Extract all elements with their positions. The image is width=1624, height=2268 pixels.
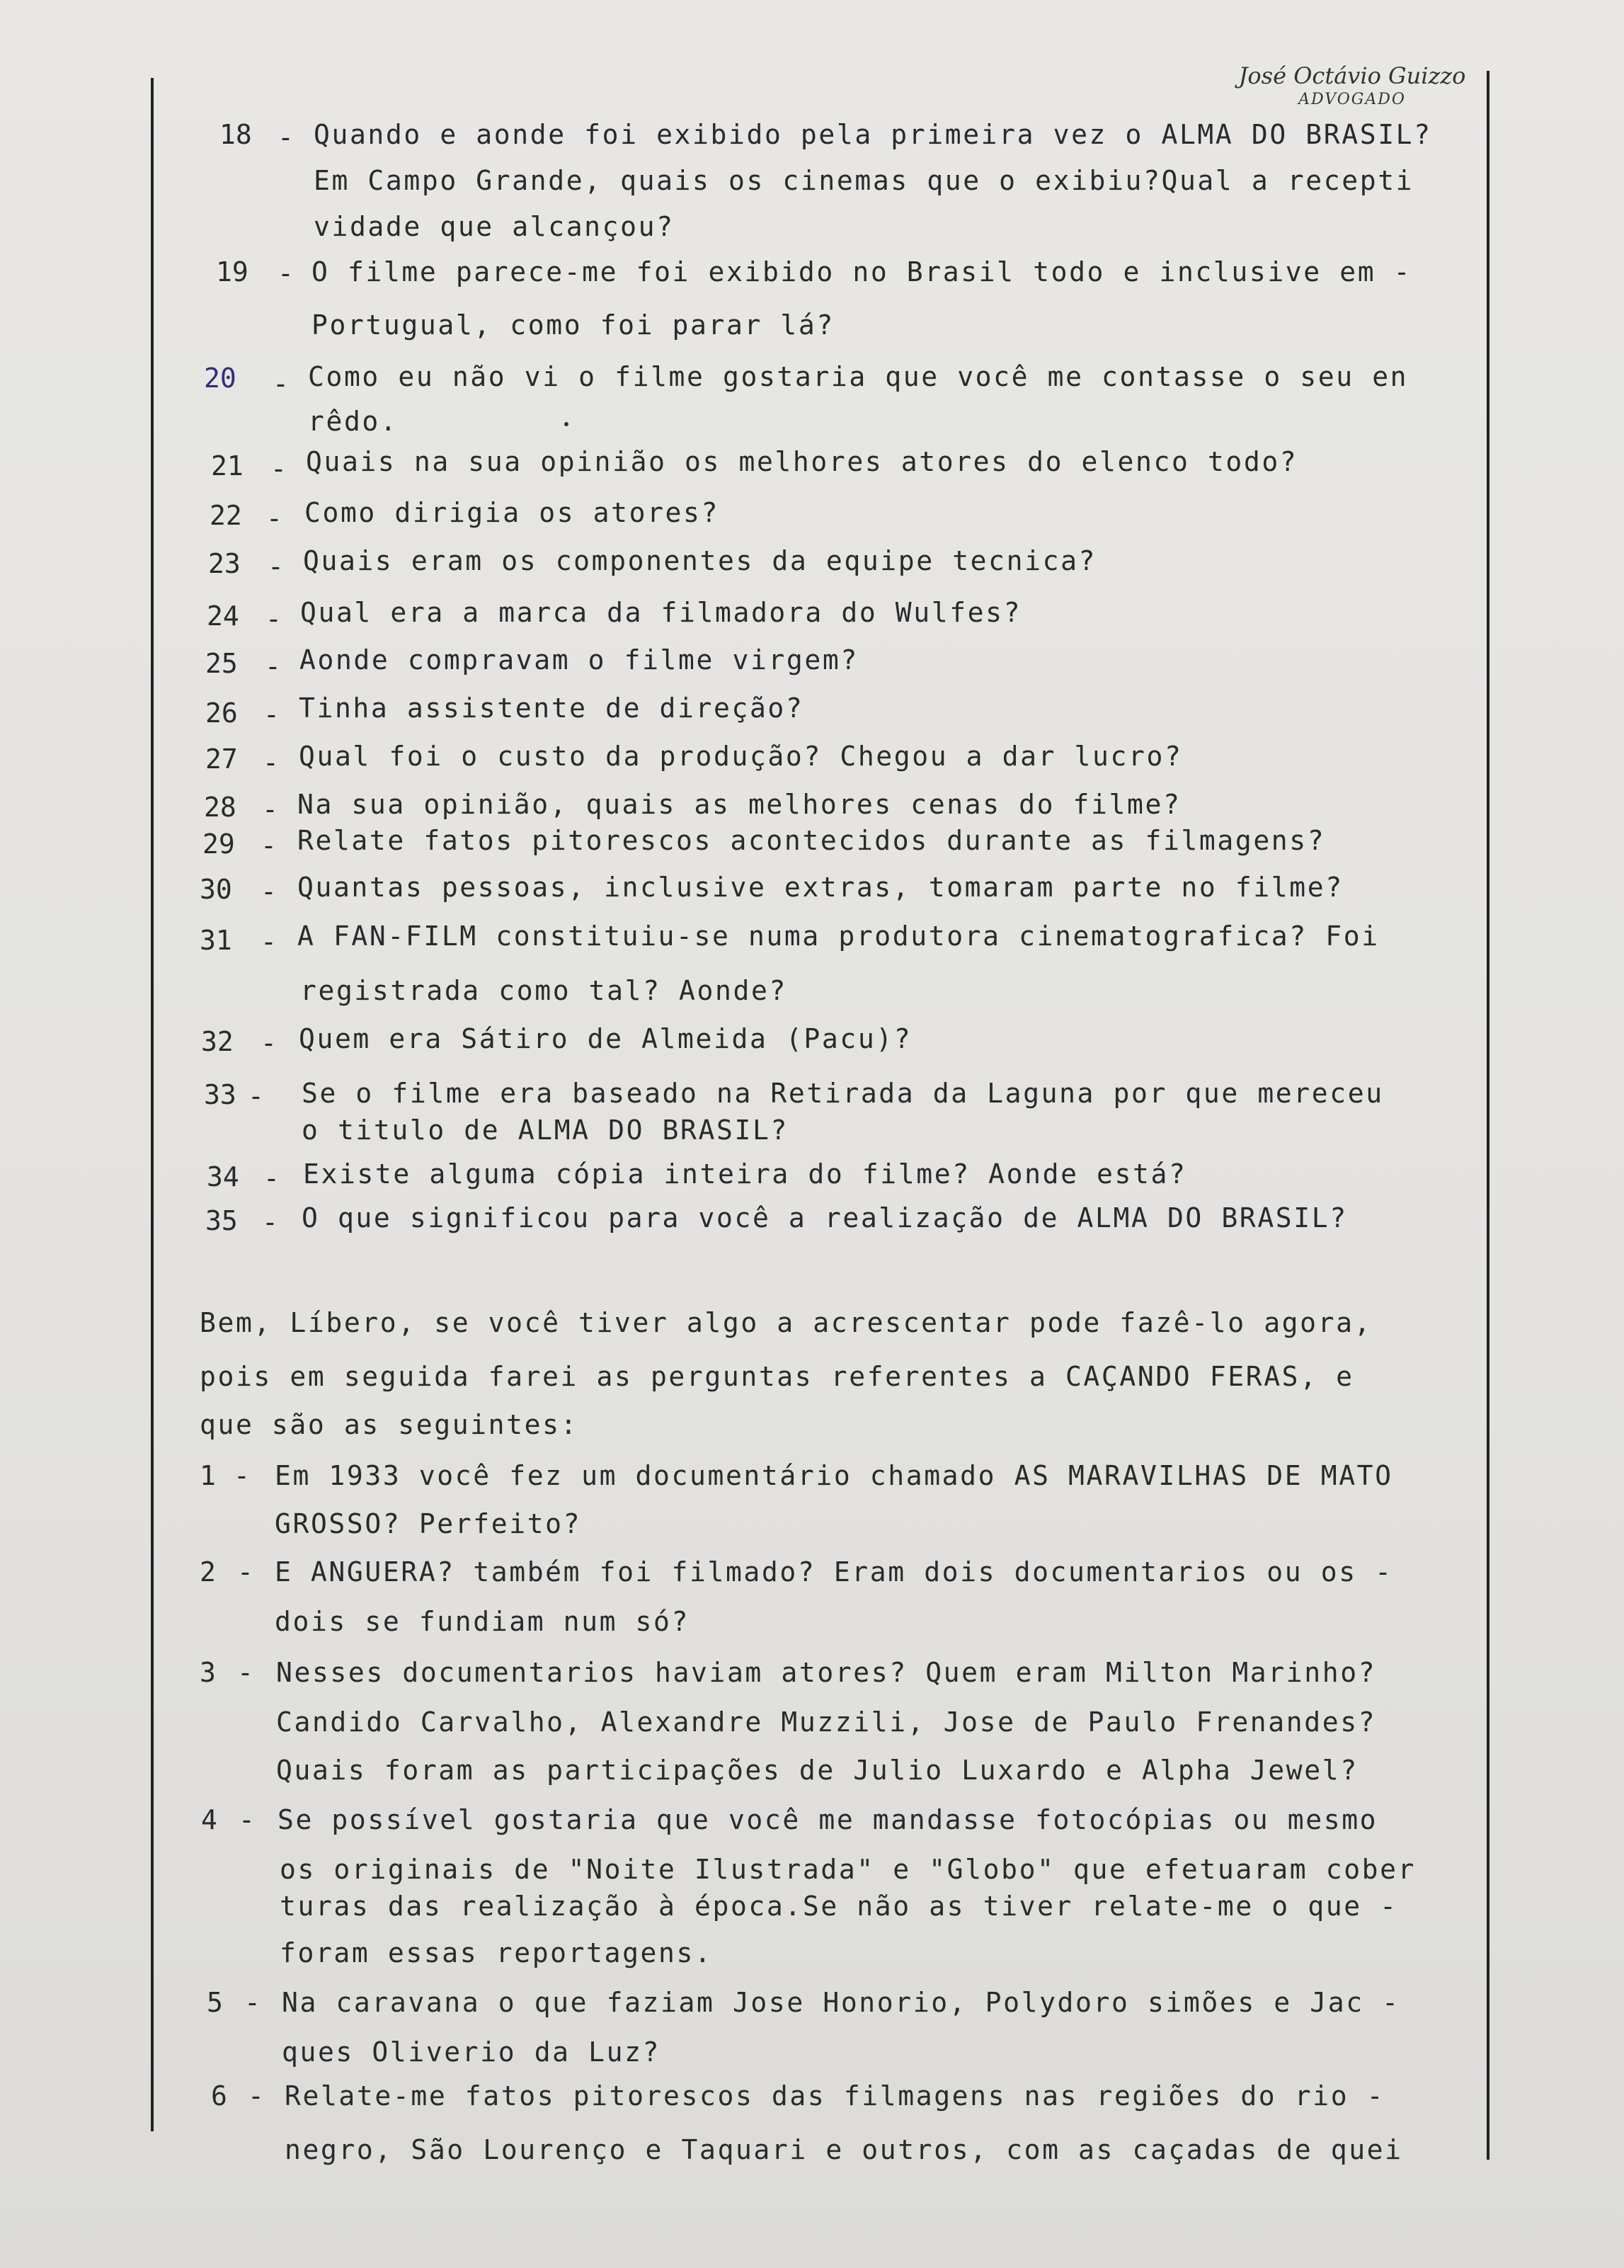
question-line: turas das realização à época.Se não as tiver relate-me o que - — [280, 1891, 1398, 1922]
question-number: 21 — [211, 450, 244, 481]
question-line: vidade que alcançou? — [314, 211, 675, 242]
question-number: 34 — [207, 1161, 239, 1192]
question-line: Portugual, como foi parar lá? — [311, 309, 835, 341]
question-line: Candido Carvalho, Alexandre Muzzili, Jose de Paulo Frenandes? — [276, 1706, 1377, 1738]
letterhead-name: José Octávio Guizzo — [1238, 62, 1466, 89]
document-page: José Octávio Guizzo ADVOGADO 18 - Quando e aonde foi exibido pela primeira vez o ALMA DO BRASIL? Em Campo Grande, quais os cinemas que o exibiu?Qual a recepti vidade que alcançou? 19 - O filme parece-me foi exibido no Brasil todo e inclusive em - Portugual, como foi parar lá? 20 - Como eu não vi o filme gostaria que você me contasse o seu en rêdo. 21 - Quais na sua opinião os melhores atores do elenco todo? 22 - Como dirigia os atores? 23 - Quais eram os componentes da equipe tecnica? 24 - Qual era a marca da filmadora do Wulfes? 25 - Aonde compravam o filme virgem? 26 - Tinha assistente de direção? 27 - Qual foi o custo da produção? Chegou a dar lucro? 28 - Na sua opinião, quais as melhores cenas do filme? 29 - Relate fatos pitorescos acontecidos durante as filmagens? 30 - Quantas pessoas, inclusive extras, tomaram parte no filme? 31 - A FAN-FILM constituiu-se numa produtora cinematografica? Foi registrada como tal? Aonde? 32 - Quem era Sátiro de Almeida (Pacu)? 33 - Se o filme era baseado na Retirada da Laguna por que mereceu o titulo de ALMA DO BRASIL? 34 - Existe alguma cópia inteira do filme? Aonde está? 35 - O que significou para você a realização de ALMA DO BRASIL? Bem, Líbero, se você tiver algo a acrescentar pode fazê-lo agora, pois em seguida farei as perguntas referentes a CAÇANDO FERAS, e que são as seguintes: 1 - Em 1933 você fez um documentário chamado AS MARAVILHAS DE MATO GROSSO? Perfeito? 2 - E ANGUERA? também foi filmado? Eram dois documentarios ou os - dois se fundiam num só? 3 - Nesses documentarios haviam atores? Quem eram Milton Marinho? Candido Carvalho, Alexandre Muzzili, Jose de Paulo Frenandes? Quais foram as participações de Julio Luxardo e Alpha Jewel? 4 - Se possível gostaria que você me mandasse fotocópias ou mesmo os originais de "Noite Ilustrada" e "Globo" que efetuaram cober turas das realização à época.Se não as tiver relate-me o que - foram essas reportagens. 5 - Na caravana o que faziam Jose Honorio, Polydoro simões e Jac - ques Oliverio da Luz? 6 - Relate-me fatos pitorescos das filmagens nas regiões do rio - negro, São Lourenço e Taquari e outros, com as caçadas de quei — [0, 0, 1624, 2268]
question-number: 31 — [200, 925, 232, 956]
question-number: 35 — [205, 1205, 238, 1236]
question-line: o titulo de ALMA DO BRASIL? — [302, 1115, 789, 1146]
question-number: 24 — [207, 600, 239, 632]
question-number: 19 — [216, 256, 248, 287]
question-line: Qual foi o custo da produção? Chegou a dar lucro? — [299, 741, 1183, 772]
question-line: O que significou para você a realização de ALMA DO BRASIL? — [302, 1202, 1348, 1233]
question-line: O filme parece-me foi exibido no Brasil todo e inclusive em - — [311, 256, 1412, 287]
question-line: registrada como tal? Aonde? — [300, 975, 787, 1006]
question-line: ques Oliverio da Luz? — [282, 2036, 661, 2068]
question-number: 23 — [208, 548, 241, 579]
question-line: Quais foram as participações de Julio Luxardo e Alpha Jewel? — [276, 1755, 1359, 1786]
question-line: Relate-me fatos pitorescos das filmagens nas regiões do rio - — [285, 2080, 1385, 2112]
intro-line: que são as seguintes: — [200, 1409, 579, 1440]
question-line: Na sua opinião, quais as melhores cenas do filme? — [297, 789, 1182, 820]
question-number: 25 — [205, 648, 238, 679]
intro-line: Bem, Líbero, se você tiver algo a acrescentar pode fazê-lo agora, — [200, 1307, 1373, 1338]
letterhead — [1225, 62, 1480, 108]
right-margin-rule — [1487, 71, 1489, 2160]
question-line: Aonde compravam o filme virgem? — [299, 644, 859, 676]
question-number: 28 — [204, 792, 236, 823]
question-number: 18 — [219, 119, 252, 150]
question-line: Relate fatos pitorescos acontecidos durante as filmagens? — [297, 825, 1326, 856]
question-line: Se o filme era baseado na Retirada da Laguna por que mereceu — [302, 1078, 1384, 1109]
question-line: Se possível gostaria que você me mandasse fotocópias ou mesmo — [278, 1804, 1378, 1835]
question-line: Tinha assistente de direção? — [299, 693, 804, 724]
question-line: Quantas pessoas, inclusive extras, tomaram parte no filme? — [297, 872, 1344, 903]
ink-dot — [564, 422, 568, 426]
question-line: A FAN-FILM constituiu-se numa produtora cinematografica? Foi — [297, 921, 1380, 952]
question-line: Em 1933 você fez um documentário chamado AS MARAVILHAS DE MATO — [275, 1460, 1393, 1491]
question-number: 20 — [204, 363, 236, 394]
question-line: os originais de "Noite Ilustrada" e "Globo" que efetuaram cober — [280, 1854, 1417, 1885]
question-number: 26 — [205, 697, 238, 729]
question-line: Nesses documentarios haviam atores? Quem eram Milton Marinho? — [276, 1657, 1377, 1688]
question-line: Na caravana o que faziam Jose Honorio, Polydoro simões e Jac - — [282, 1987, 1400, 2018]
question-line: GROSSO? Perfeito? — [275, 1508, 582, 1539]
question-number: 2 — [200, 1556, 216, 1588]
question-number: 32 — [201, 1026, 234, 1057]
question-line: Como eu não vi o filme gostaria que você me contasse o seu en — [308, 361, 1409, 392]
question-number: 33 — [204, 1079, 236, 1110]
question-number: 30 — [200, 874, 232, 905]
question-line: Quais eram os componentes da equipe tecnica? — [303, 545, 1097, 576]
letterhead-role: ADVOGADO — [1298, 91, 1406, 108]
question-line: Como dirigia os atores? — [304, 497, 719, 528]
question-number: 5 — [207, 1987, 223, 2018]
question-number: 4 — [201, 1804, 217, 1835]
question-line: E ANGUERA? também foi filmado? Eram dois documentarios ou os - — [275, 1556, 1393, 1588]
question-number: 6 — [211, 2080, 227, 2112]
question-number: 29 — [202, 828, 235, 860]
question-line: Em Campo Grande, quais os cinemas que o exibiu?Qual a recepti — [314, 165, 1414, 196]
question-line: negro, São Lourenço e Taquari e outros, com as caçadas de quei — [285, 2134, 1403, 2165]
question-line: Quando e aonde foi exibido pela primeira vez o ALMA DO BRASIL? — [314, 119, 1432, 150]
question-line: Qual era a marca da filmadora do Wulfes? — [300, 597, 1022, 628]
question-number: 1 — [200, 1460, 216, 1491]
question-number: 3 — [200, 1657, 216, 1688]
left-margin-rule — [151, 78, 154, 2131]
question-number: 27 — [205, 743, 238, 775]
question-line: foram essas reportagens. — [280, 1937, 713, 1968]
question-line: Existe alguma cópia inteira do filme? Aonde está? — [303, 1158, 1187, 1190]
intro-line: pois em seguida farei as perguntas referentes a CAÇANDO FERAS, e — [200, 1361, 1354, 1392]
question-line: Quem era Sátiro de Almeida (Pacu)? — [299, 1023, 913, 1054]
question-line: rêdo. — [308, 406, 399, 437]
question-line: Quais na sua opinião os melhores atores do elenco todo? — [306, 446, 1298, 477]
question-number: 22 — [210, 500, 242, 531]
question-line: dois se fundiam num só? — [275, 1606, 690, 1637]
